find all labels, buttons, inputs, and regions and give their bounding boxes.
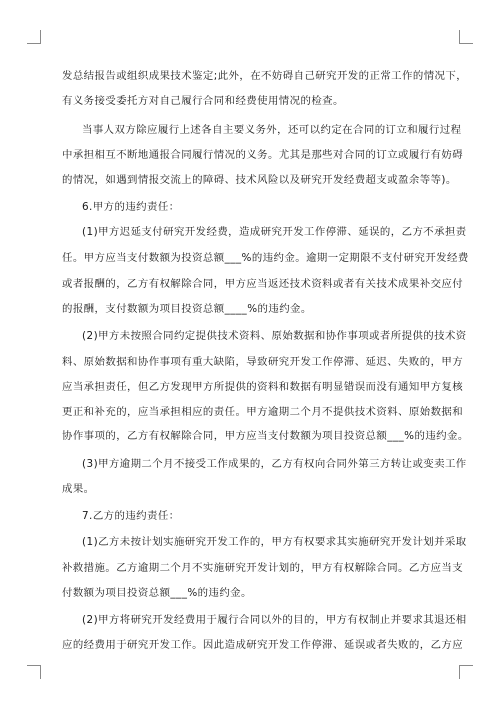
text-line: 或者报酬的，乙方有权解除合同，甲方应当返还技术资料或者有关技术成果补交应付: [62, 278, 464, 290]
text-line: (1)甲方迟延支付研究开发经费，造成研究开发工作停滞、延误的，乙方不承担责: [82, 226, 467, 238]
text-line: 料、原始数据和协作事项有重大缺陷，导致研究开发工作停滞、延迟、失败的，甲方: [62, 356, 464, 368]
text-line: 应当承担责任，但乙方发现甲方所提供的资料和数据有明显错误而没有通知甲方复核: [62, 381, 464, 393]
crop-mark-top-left: [27, 43, 41, 44]
text-line: (3)甲方逾期二个月不接受工作成果的，乙方有权向合同外第三方转让或变卖工作: [82, 458, 467, 470]
crop-mark-top-right: [459, 43, 473, 44]
crop-mark-top-left: [40, 30, 41, 44]
text-line: 的报酬，支付数额为项目投资总额____%的违约金。: [62, 303, 312, 315]
text-line: 付数额为项目投资总额___%的违约金。: [62, 587, 252, 599]
text-line: 成果。: [62, 483, 95, 495]
text-line: (1)乙方未按计划实施研究开发工作的，甲方有权要求其实施研究开发计划并采取: [82, 536, 467, 548]
text-line: 当事人双方除应履行上述各自主要义务外，还可以约定在合同的订立和履行过程: [82, 124, 462, 136]
text-line: (2)甲方将研究开发经费用于履行合同以外的目的，甲方有权制止并要求其退还相: [82, 614, 467, 626]
text-line: 的情况，如遇到情报交流上的障碍、技术风险以及研究开发经费超支或盈余等等)。: [62, 174, 457, 186]
crop-mark-bottom-right: [459, 665, 473, 666]
text-line: 有义务接受委托方对自己履行合同和经费使用情况的检查。: [62, 95, 344, 107]
crop-mark-bottom-right: [459, 665, 460, 679]
text-line: 任。甲方应当支付数额为投资总额___%的违约金。逾期一定期限不支付研究开发经费: [62, 252, 469, 264]
crop-mark-top-right: [459, 30, 460, 44]
text-line: 中承担相互不断地通报合同履行情况的义务。尤其是那些对合同的订立或履行有妨碍: [62, 149, 464, 161]
section-heading: 7.乙方的违约责任：: [82, 510, 180, 522]
section-heading: 6.甲方的违约责任：: [82, 201, 180, 213]
text-line: 发总结报告或组织成果技术鉴定;此外，在不妨碍自己研究开发的正常工作的情况下，: [62, 70, 468, 82]
text-line: (2)甲方未按照合同约定提供技术资料、原始数据和协作事项或者所提供的技术资: [82, 330, 467, 342]
text-line: 协作事项的，乙方有权解除合同，甲方应当支付数额为项目投资总额___%的违约金。: [62, 430, 469, 442]
text-line: 更正和补充的，应当承担相应的责任。甲方逾期二个月不提供技术资料、原始数据和: [62, 406, 464, 418]
crop-mark-bottom-left: [40, 665, 41, 679]
text-line: 应的经费用于研究开发工作。因此造成研究开发工作停滞、延误或者失败的，乙方应: [62, 639, 464, 651]
crop-mark-bottom-left: [27, 665, 41, 666]
text-line: 补救措施。乙方逾期二个月不实施研究开发计划的，甲方有权解除合同。乙方应当支: [62, 562, 464, 574]
